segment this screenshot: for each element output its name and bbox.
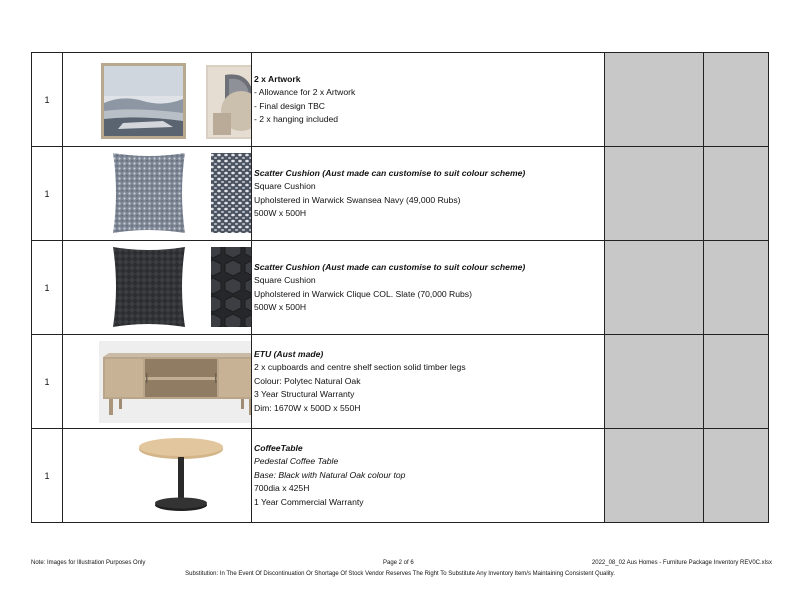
image-cell — [63, 241, 252, 335]
footer-filename: 2022_08_02 Aus Homes - Furniture Package Inventory REV0C.xlsx — [591, 560, 772, 566]
grey-cell — [704, 53, 769, 147]
grey-cell — [605, 241, 704, 335]
artwork-image — [63, 53, 251, 146]
table-row — [32, 241, 769, 335]
image-cell — [63, 335, 252, 429]
inventory-table — [31, 52, 769, 523]
image-cell — [63, 53, 252, 147]
coffee-table-image — [63, 429, 251, 522]
footer-note: Note: Images for Illustration Purposes Only — [31, 560, 146, 566]
description-cell — [252, 147, 605, 241]
grey-cell — [704, 147, 769, 241]
qty-value: 1 — [44, 470, 50, 481]
grey-cell — [605, 147, 704, 241]
grey-cell — [704, 335, 769, 429]
item-line: 500W x 500H — [254, 207, 307, 218]
qty-value: 1 — [44, 188, 50, 199]
item-line: - Final design TBC — [254, 100, 326, 111]
page-number: Page 2 of 6 — [383, 560, 414, 566]
table-row — [32, 429, 769, 523]
grey-cell — [605, 335, 704, 429]
item-title: 2 x Artwork — [254, 73, 301, 84]
item-line: Pedestal Coffee Table — [254, 456, 339, 467]
image-cell — [63, 147, 252, 241]
item-title: Scatter Cushion (Aust made can customise to suit colour scheme) — [254, 261, 526, 272]
table-row — [32, 147, 769, 241]
item-line: - Allowance for 2 x Artwork — [254, 87, 356, 98]
item-line: Colour: Polytec Natural Oak — [254, 375, 361, 386]
description-cell — [252, 241, 605, 335]
item-title: ETU (Aust made) — [254, 348, 324, 359]
item-line: Square Cushion — [254, 275, 316, 286]
table-row — [32, 53, 769, 147]
qty-value: 1 — [44, 376, 50, 387]
item-line: 500W x 500H — [254, 301, 307, 312]
qty-cell — [32, 241, 63, 335]
grey-cell — [704, 429, 769, 523]
qty-value: 1 — [44, 94, 50, 105]
item-line: 3 Year Structural Warranty — [254, 389, 355, 400]
item-title: Scatter Cushion (Aust made can customise to suit colour scheme) — [254, 167, 526, 178]
description-cell — [252, 53, 605, 147]
item-line: Dim: 1670W x 500D x 550H — [254, 402, 361, 413]
item-line: Square Cushion — [254, 181, 316, 192]
qty-cell — [32, 335, 63, 429]
substitution-note: Substitution: In The Event Of Discontinuation Or Shortage Of Stock Vendor Reserves The Right To Substitute Any Inventory Item/s Maintaining Consistent Quality. — [185, 571, 615, 577]
item-line: Upholstered in Warwick Clique COL. Slate (70,000 Rubs) — [254, 288, 472, 299]
item-line: 700dia x 425H — [254, 483, 310, 494]
etu-image — [63, 335, 251, 428]
image-cell — [63, 429, 252, 523]
item-line: Upholstered in Warwick Swansea Navy (49,000 Rubs) — [254, 194, 461, 205]
item-line: 1 Year Commercial Warranty — [254, 496, 364, 507]
qty-cell — [32, 53, 63, 147]
item-title: CoffeeTable — [254, 442, 303, 453]
qty-cell — [32, 429, 63, 523]
item-line: 2 x cupboards and centre shelf section solid timber legs — [254, 362, 466, 373]
qty-cell — [32, 147, 63, 241]
item-line: - 2 x hanging included — [254, 113, 339, 124]
cushion-image — [63, 147, 251, 240]
table-row — [32, 335, 769, 429]
item-line: Base: Black with Natural Oak colour top — [254, 469, 406, 480]
description-cell — [252, 335, 605, 429]
grey-cell — [605, 53, 704, 147]
cushion-image — [63, 241, 251, 334]
qty-value: 1 — [44, 282, 50, 293]
description-cell — [252, 429, 605, 523]
grey-cell — [605, 429, 704, 523]
grey-cell — [704, 241, 769, 335]
